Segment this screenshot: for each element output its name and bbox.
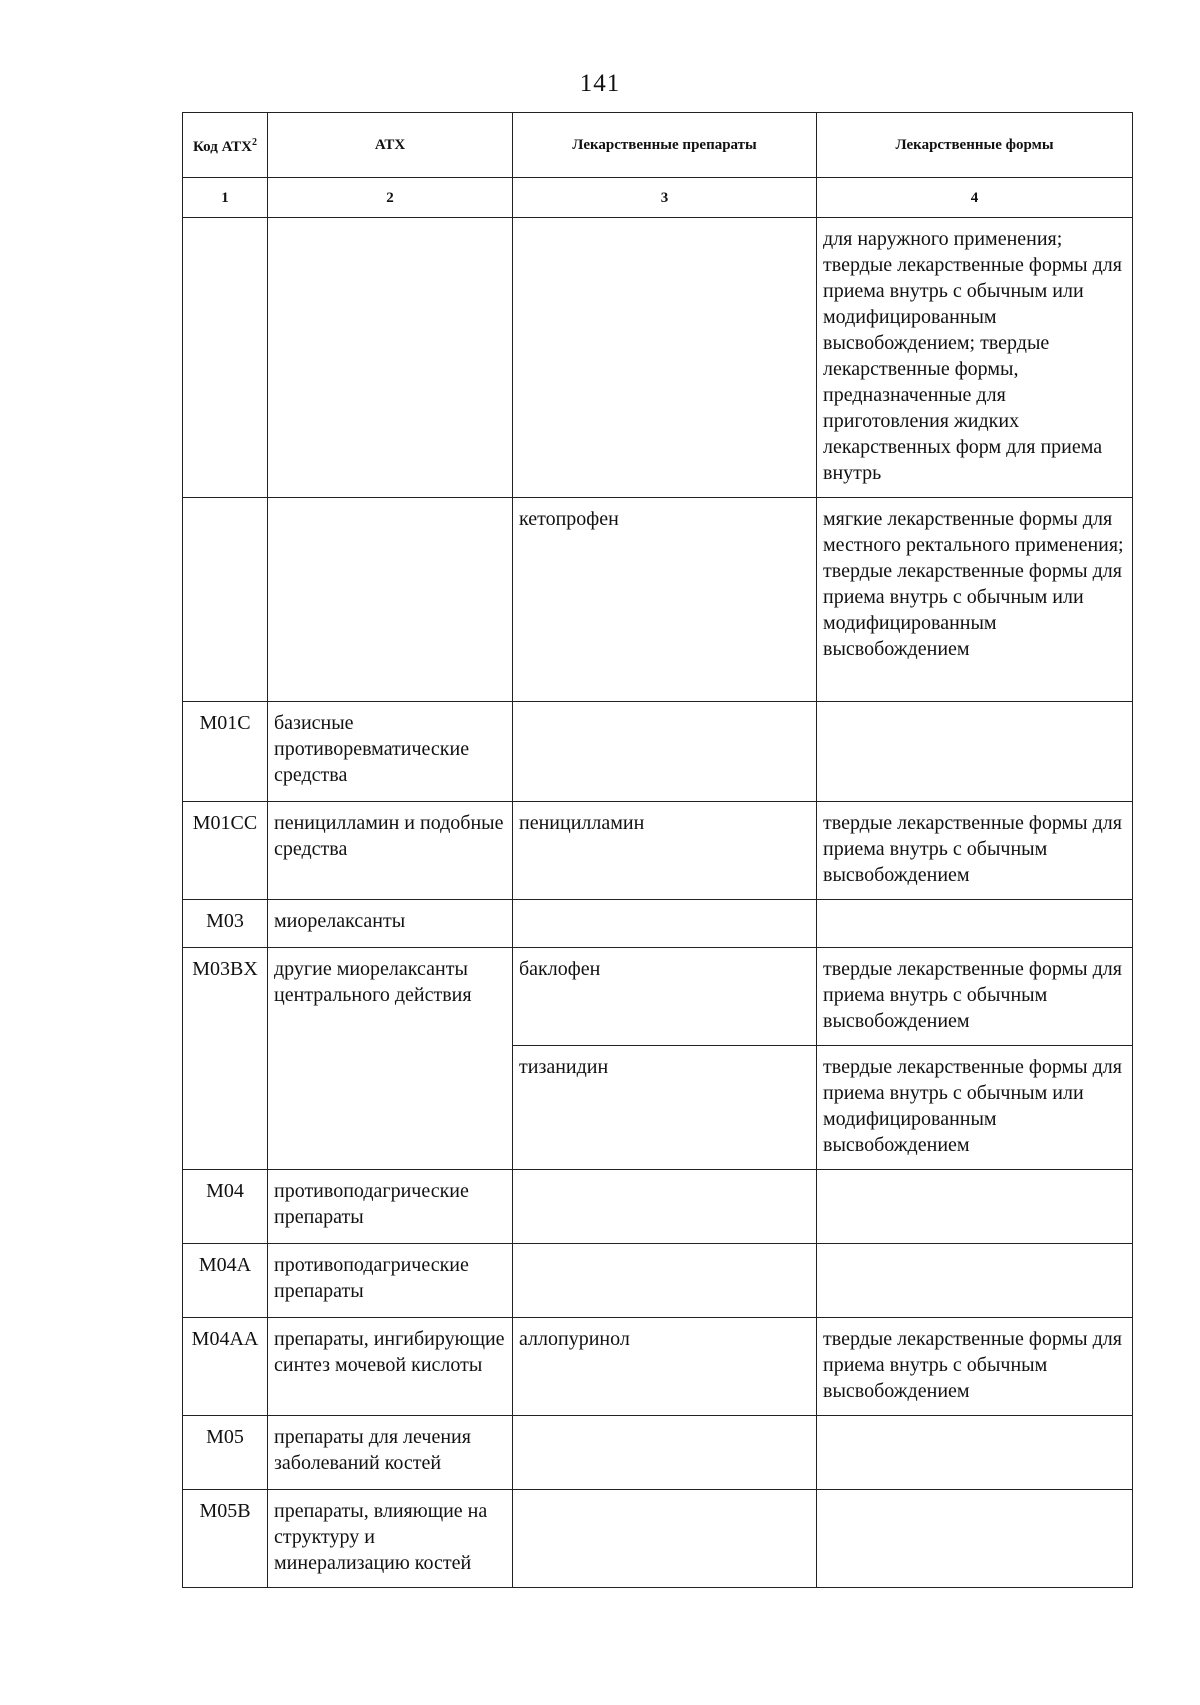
code-cell: M04: [183, 1170, 268, 1244]
atx-cell: противоподагрические препараты: [268, 1170, 513, 1244]
forms-cell: [817, 702, 1133, 802]
code-cell: M05: [183, 1416, 268, 1490]
preparation-cell: [513, 218, 817, 498]
table-row: [183, 1244, 1133, 1318]
forms-cell: твердые лекарственные формы для приема внутрь с обычным или модифицированным высвобождением: [817, 1046, 1133, 1170]
preparation-cell: [513, 1170, 817, 1244]
code-cell: M04A: [183, 1244, 268, 1318]
atx-cell: пеницилламин и подобные средства: [268, 802, 513, 900]
preparation-cell: аллопуринол: [513, 1318, 817, 1416]
code-cell: M04AA: [183, 1318, 268, 1416]
table-row: [183, 900, 1133, 948]
preparation-cell: кетопрофен: [513, 498, 817, 702]
column-number-row: [183, 178, 1133, 218]
atx-cell: противоподагрические препараты: [268, 1244, 513, 1318]
column-number: 3: [513, 178, 817, 218]
atx-cell: [268, 498, 513, 702]
code-cell: [183, 218, 268, 498]
table-row: [183, 1490, 1133, 1588]
column-number: 1: [183, 178, 268, 218]
atx-cell: препараты, ингибирующие синтез мочевой кислоты: [268, 1318, 513, 1416]
forms-cell: [817, 1170, 1133, 1244]
atx-cell: [268, 218, 513, 498]
forms-cell: для наружного применения; твердые лекарственные формы для приема внутрь с обычным или модифицированным высвобождением; твердые лекарственные формы, предназначенные для приготовления жидких лекарственных форм для приема внутрь: [817, 218, 1133, 498]
header-atx: АТХ: [268, 113, 513, 178]
preparation-cell: баклофен: [513, 948, 817, 1046]
forms-cell: твердые лекарственные формы для приема внутрь с обычным высвобождением: [817, 802, 1133, 900]
preparation-cell: [513, 702, 817, 802]
forms-cell: твердые лекарственные формы для приема внутрь с обычным высвобождением: [817, 1318, 1133, 1416]
code-cell: M01CC: [183, 802, 268, 900]
preparation-cell: [513, 900, 817, 948]
code-cell: [183, 498, 268, 702]
table-row: [183, 218, 1133, 498]
preparation-cell: [513, 1490, 817, 1588]
forms-cell: мягкие лекарственные формы для местного ректального применения; твердые лекарственные формы для приема внутрь с обычным или модифицированным высвобождением: [817, 498, 1133, 702]
table-row: [183, 948, 1133, 1046]
forms-cell: [817, 1416, 1133, 1490]
atx-cell: миорелаксанты: [268, 900, 513, 948]
code-cell: M01C: [183, 702, 268, 802]
preparation-cell: пеницилламин: [513, 802, 817, 900]
preparation-cell: [513, 1244, 817, 1318]
header-preparations: Лекарственные препараты: [513, 113, 817, 178]
forms-cell: твердые лекарственные формы для приема внутрь с обычным высвобождением: [817, 948, 1133, 1046]
atx-table: [182, 112, 1133, 1588]
header-code-footnote: 2: [251, 137, 257, 148]
preparation-cell: [513, 1416, 817, 1490]
table-row: [183, 802, 1133, 900]
page-number: 141: [579, 70, 621, 97]
atx-cell: базисные противоревматические средства: [268, 702, 513, 802]
table-row: [183, 1170, 1133, 1244]
column-number: 2: [268, 178, 513, 218]
forms-cell: [817, 1490, 1133, 1588]
header-code: [183, 113, 268, 178]
header-row: [183, 113, 1133, 178]
atx-cell: другие миорелаксанты центрального действия: [268, 948, 513, 1170]
forms-cell: [817, 900, 1133, 948]
forms-cell: [817, 1244, 1133, 1318]
table-row: [183, 1318, 1133, 1416]
atx-cell: препараты, влияющие на структуру и минерализацию костей: [268, 1490, 513, 1588]
code-cell: M03: [183, 900, 268, 948]
code-cell: M03BX: [183, 948, 268, 1170]
preparation-cell: тизанидин: [513, 1046, 817, 1170]
code-cell: M05B: [183, 1490, 268, 1588]
atx-cell: препараты для лечения заболеваний костей: [268, 1416, 513, 1490]
column-number: 4: [817, 178, 1133, 218]
table-row: [183, 702, 1133, 802]
table-row: [183, 1416, 1133, 1490]
header-code-label: Код АТХ: [193, 139, 252, 155]
table-row: [183, 498, 1133, 702]
header-forms: Лекарственные формы: [817, 113, 1133, 178]
